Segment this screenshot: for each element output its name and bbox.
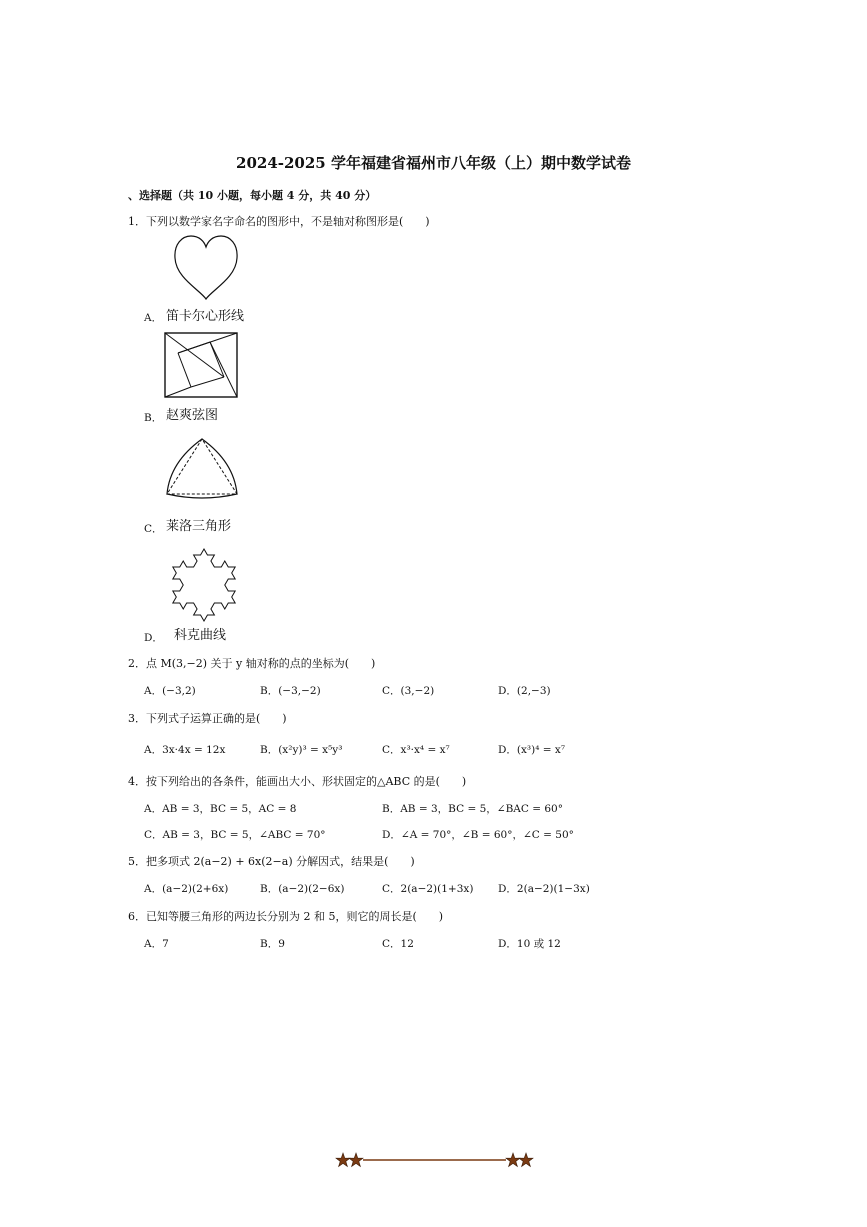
- question-6-stem: 6．已知等腰三角形的两边长分别为 2 和 5，则它的周长是( ): [128, 910, 444, 923]
- section-heading: 、选择题（共 10 小题，每小题 4 分，共 40 分）: [128, 189, 377, 202]
- q4-option-d[interactable]: D．∠A = 70°，∠B = 60°，∠C = 50°: [382, 829, 574, 841]
- question-2-stem: 2．点 M(3,−2) 关于 y 轴对称的点的坐标为( ): [128, 657, 376, 670]
- q3-option-c[interactable]: C．x³·x⁴ = x⁷: [382, 744, 450, 756]
- star-icon: [336, 1153, 350, 1167]
- q3-option-a[interactable]: A．3x·4x = 12x: [144, 744, 226, 756]
- option-d-caption: 科克曲线: [174, 628, 227, 643]
- q6-option-d[interactable]: D．10 或 12: [498, 938, 561, 950]
- q5-option-b[interactable]: B．(a−2)(2−6x): [260, 883, 345, 895]
- q2-option-a[interactable]: A．(−3,2): [144, 685, 196, 697]
- q4-option-c[interactable]: C．AB = 3，BC = 5，∠ABC = 70°: [144, 829, 326, 841]
- q3-option-b[interactable]: B．(x²y)³ = x⁵y³: [260, 744, 343, 756]
- q3-option-d[interactable]: D．(x³)⁴ = x⁷: [498, 744, 566, 756]
- q5-option-a[interactable]: A．(a−2)(2+6x): [144, 883, 229, 895]
- option-a-caption: 笛卡尔心形线: [166, 309, 245, 324]
- option-b-label[interactable]: B．: [144, 412, 163, 424]
- question-3-stem: 3．下列式子运算正确的是( ): [128, 712, 287, 725]
- q2-option-d[interactable]: D．(2,−3): [498, 685, 551, 697]
- q2-option-c[interactable]: C．(3,−2): [382, 685, 435, 697]
- star-icon: [506, 1153, 520, 1167]
- option-a-label[interactable]: A．: [144, 312, 163, 324]
- q4-option-b[interactable]: B．AB = 3，BC = 5，∠BAC = 60°: [382, 803, 563, 815]
- star-icon: [349, 1153, 363, 1167]
- q5-option-d[interactable]: D．2(a−2)(1−3x): [498, 883, 590, 895]
- option-b-caption: 赵爽弦图: [166, 408, 219, 423]
- zhao-shuang-diagram-icon: [164, 332, 238, 398]
- heart-curve-icon: [170, 232, 242, 302]
- question-4-stem: 4．按下列给出的各条件，能画出大小、形状固定的△ABC 的是( ): [128, 775, 467, 788]
- page-title: 2024-2025 学年福建省福州市八年级（上）期中数学试卷: [236, 154, 631, 172]
- option-c-caption: 莱洛三角形: [166, 519, 232, 534]
- q6-option-c[interactable]: C．12: [382, 938, 414, 950]
- reuleaux-triangle-icon: [164, 436, 240, 502]
- q2-option-b[interactable]: B．(−3,−2): [260, 685, 321, 697]
- option-d-label[interactable]: D．: [144, 632, 163, 644]
- koch-curve-icon: [162, 546, 246, 622]
- q6-option-a[interactable]: A．7: [144, 938, 169, 950]
- q4-option-a[interactable]: A．AB = 3，BC = 5，AC = 8: [144, 803, 297, 815]
- star-icon: [519, 1153, 533, 1167]
- option-c-label[interactable]: C．: [144, 523, 163, 535]
- koch-curve-path: [173, 549, 235, 621]
- footer-ornament: [336, 1150, 536, 1170]
- q6-option-b[interactable]: B．9: [260, 938, 285, 950]
- q5-option-c[interactable]: C．2(a−2)(1+3x): [382, 883, 474, 895]
- question-1-stem: 1．下列以数学家名字命名的图形中，不是轴对称图形是( ): [128, 215, 430, 228]
- question-5-stem: 5．把多项式 2(a−2) + 6x(2−a) 分解因式，结果是( ): [128, 855, 415, 868]
